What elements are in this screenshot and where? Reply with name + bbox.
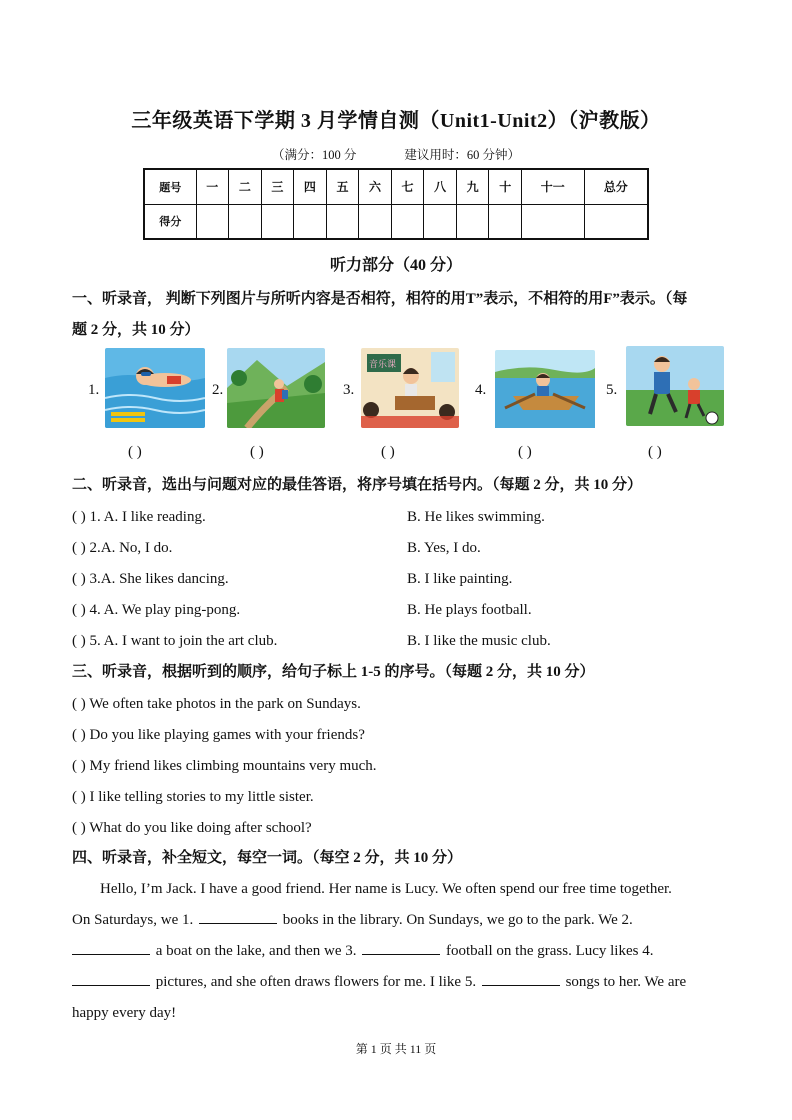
q3-heading: 三、听录音，根据听到的顺序，给句子标上 1-5 的序号。（每题 2 分，共 10 分）: [72, 664, 595, 680]
q3-item: ( ) My friend likes climbing mountains very much.: [72, 758, 377, 774]
page-title: 三年级英语下学期 3 月学情自测（Unit1-Unit2）（沪教版）: [131, 110, 661, 132]
q1-pictures: [0, 346, 792, 436]
music-class-picture: [361, 348, 459, 428]
svg-text:音乐课: 音乐课: [369, 360, 397, 370]
q2-item-3: [72, 569, 513, 589]
score-table-col: 三: [261, 169, 294, 204]
q4-passage: [72, 874, 722, 1029]
score-cell[interactable]: [456, 204, 489, 239]
score-cell[interactable]: [391, 204, 424, 239]
q1-number: 5.: [606, 382, 618, 398]
q2-option-a: ( ) 2.A. No, I do.: [72, 540, 173, 556]
q2-option-b: B. I like painting.: [407, 571, 513, 587]
passage-line-3: [72, 936, 722, 967]
score-table-col: 八: [424, 169, 457, 204]
blank-4-input[interactable]: [72, 972, 150, 986]
answer-bracket[interactable]: ( ): [518, 444, 532, 460]
blank-5-input[interactable]: [482, 972, 560, 986]
answer-bracket[interactable]: ( ): [128, 444, 142, 460]
q4-heading: 四、听录音，补全短文，每空一词。（每空 2 分，共 10 分）: [72, 850, 463, 866]
q1-heading: [72, 284, 732, 346]
q2-option-a: ( ) 4. A. We play ping-pong.: [72, 602, 241, 618]
rowing-boat-picture: [495, 350, 595, 430]
score-table-col: 十: [489, 169, 522, 204]
score-table-total: 总分: [584, 169, 648, 204]
score-table-col: 七: [391, 169, 424, 204]
q1-number: 1.: [88, 382, 100, 398]
score-table-col: 五: [326, 169, 359, 204]
q2-option-b: B. I like the music club.: [407, 633, 551, 649]
score-table-row-label: 题号: [144, 169, 196, 204]
score-cell[interactable]: [584, 204, 648, 239]
score-cell[interactable]: [229, 204, 262, 239]
q3-item: ( ) We often take photos in the park on Sundays.: [72, 696, 361, 712]
score-cell[interactable]: [359, 204, 392, 239]
exam-info: [0, 145, 792, 163]
answer-bracket[interactable]: ( ): [648, 444, 662, 460]
passage-text: On Saturdays, we 1.: [72, 912, 194, 928]
q2-option-b: B. He plays football.: [407, 602, 532, 618]
q3-item: ( ) Do you like playing games with your friends?: [72, 727, 365, 743]
q2-heading: 二、听录音，选出与问题对应的最佳答语，将序号填在括号内。（每题 2 分，共 10 分）: [72, 477, 643, 493]
suggested-time: 建议用时：60 分钟）: [404, 148, 521, 162]
blank-3-input[interactable]: [362, 941, 440, 955]
passage-line-5: happy every day!: [72, 1005, 177, 1021]
score-table-col: 一: [196, 169, 229, 204]
score-cell[interactable]: [326, 204, 359, 239]
q3-item: ( ) I like telling stories to my little sister.: [72, 789, 314, 805]
score-cell[interactable]: [489, 204, 522, 239]
q1-number: 2.: [212, 382, 224, 398]
swimming-picture: [105, 348, 205, 428]
score-cell[interactable]: [196, 204, 229, 239]
q1-number: 3.: [343, 382, 355, 398]
q1-heading-line1: 一、听录音， 判断下列图片与所听内容是否相符，相符的用T”表示，不相符的用F”表示。（每: [72, 291, 688, 307]
score-table-col: 十一: [521, 169, 584, 204]
passage-text: songs to her. We are: [565, 974, 687, 990]
score-cell[interactable]: [294, 204, 327, 239]
score-table-score-label: 得分: [144, 204, 196, 239]
blank-1-input[interactable]: [199, 910, 277, 924]
score-table-row-scores: [144, 204, 648, 239]
score-table-row-numbers: [144, 169, 648, 204]
q2-item-5: [72, 631, 551, 651]
q2-option-a: ( ) 5. A. I want to join the art club.: [72, 633, 278, 649]
score-table-col: 九: [456, 169, 489, 204]
passage-text: football on the grass. Lucy likes 4.: [446, 943, 654, 959]
score-cell[interactable]: [521, 204, 584, 239]
q1-heading-line2: 题 2 分，共 10 分）: [72, 322, 200, 338]
q3-item: ( ) What do you like doing after school?: [72, 820, 312, 836]
blank-2-input[interactable]: [72, 941, 150, 955]
passage-text: a boat on the lake, and then we 3.: [155, 943, 357, 959]
full-score: （满分：100 分: [271, 148, 357, 162]
answer-bracket[interactable]: ( ): [250, 444, 264, 460]
q2-option-a: ( ) 1. A. I like reading.: [72, 509, 206, 525]
score-cell[interactable]: [424, 204, 457, 239]
climbing-mountain-picture: [227, 348, 325, 428]
score-table-col: 四: [294, 169, 327, 204]
page-footer: 第 1 页 共 11 页: [355, 1042, 437, 1056]
score-cell[interactable]: [261, 204, 294, 239]
q2-item-4: [72, 600, 532, 620]
passage-text: books in the library. On Sundays, we go to the park. We 2.: [282, 912, 633, 928]
listening-section-title: 听力部分（40 分）: [329, 257, 462, 274]
score-table-col: 二: [229, 169, 262, 204]
passage-line-4: [72, 967, 722, 998]
passage-line-2: [72, 905, 722, 936]
score-table-col: 六: [359, 169, 392, 204]
passage-line-1: Hello, I’m Jack. I have a good friend. Her name is Lucy. We often spend our free time together.: [100, 881, 672, 897]
q2-option-a: ( ) 3.A. She likes dancing.: [72, 571, 229, 587]
q2-item-2: [72, 538, 481, 558]
playing-football-picture: [626, 346, 724, 426]
passage-text: pictures, and she often draws flowers for me. I like 5.: [155, 974, 477, 990]
q1-number: 4.: [475, 382, 487, 398]
q2-item-1: [72, 507, 545, 527]
q2-option-b: B. He likes swimming.: [407, 509, 545, 525]
answer-bracket[interactable]: ( ): [381, 444, 395, 460]
score-table: [143, 168, 649, 240]
q2-option-b: B. Yes, I do.: [407, 540, 481, 556]
